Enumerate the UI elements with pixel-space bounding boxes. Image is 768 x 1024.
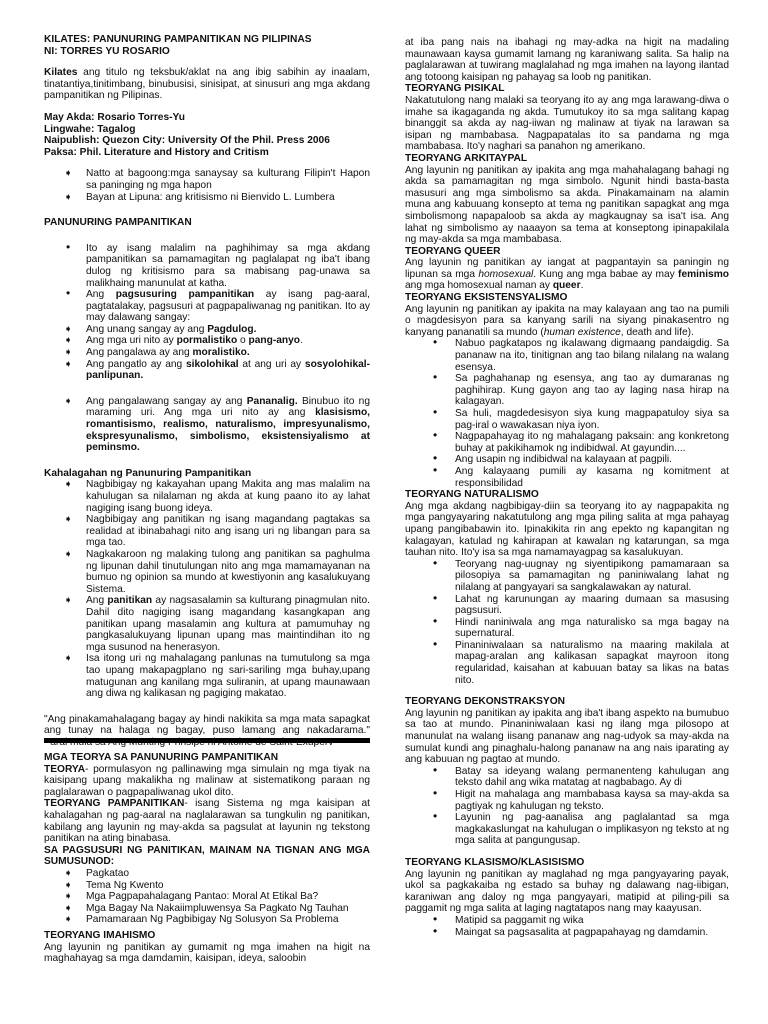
list-item: ➧ Natto at bagoong:mga sanaysay sa kulturang Filipin't Hapon sa paninging ng mga hapon bbox=[44, 168, 370, 191]
eksistensyalismo-paragraph: Ang layunin ng panitikan ay ipakita na may kalayaan ang tao na pumili o magdesisyon para sa kanyang sarili na siyang pinakasentro ng kanyang pananatili sa mundo (human existence, death and life). bbox=[405, 303, 729, 338]
heading-imahismo: TEORYANG IMAHISMO bbox=[44, 929, 156, 941]
imahismo-continued: at iba pang nais na ibahagi ng may-adka na higit na madaling maunawaan kaysa gumamit lamang ng karaniwang salita. Sa halip na paglalarawan at tuwirang maglalahad ng mga imahen na layong ilantad ang totoong kaisipan ng pahayag sa loob ng panitikan. bbox=[405, 37, 729, 83]
list-item: • Nabuo pagkatapos ng ikalawang digmaang pandaigdig. Sa pananaw na ito, tinitignan ang tao bilang nilalang na walang esensya. bbox=[405, 338, 729, 373]
arkitaypal-paragraph: Ang layunin ng panitikan ay ipakita ang mga mahahalagang bahagi ng akda sa pamamagitan ng mga simbolo. Ngunit hindi basta-basta masusuri ang mga simbolismo sa akda. Pinakamainam na alamin muna ang kabuuang konsepto at tema ng panitikan sapagkat ang mga simbolismong napapaloob sa akda ay magkaugnay sa isa't isa. Ang lahat ng simbolismo ay naaayon sa tema at konseptong ipinapakilala ng may-akda sa mga mambabasa. bbox=[405, 164, 729, 246]
list-item: ➧ Nagkakaroon ng malaking tulong ang panitikan sa paghulma ng lipunan dahil tinutulungan nito ang mga mamamayanan na bumuo ng opinion sa mundo at kwestiyonin ang kasalukuyang Sistema. bbox=[44, 549, 370, 595]
teorya-definition: TEORYA- pormulasyon ng pallinawing mga simulain ng mga tiyak na kaisipang upang makalikha ng malinaw at sistematikong paraan ng paglalarawan o pagpapaliwanag ukol dito. bbox=[44, 763, 370, 798]
list-item: ➧ Ang pangatlo ay ang sikolohikal at ang uri ay sosyolohikal-panlipunan. bbox=[44, 359, 370, 382]
heading-pagsusuri: SA PAGSUSURI NG PANITIKAN, MAINAM NA TIGNAN ANG MGA SUMUSUNOD: bbox=[44, 844, 370, 868]
heading-dekonstraksyon: TEORYANG DEKONSTRAKSYON bbox=[405, 696, 565, 708]
list-item: • Matipid sa paggamit ng wika bbox=[405, 915, 729, 927]
list-item: • Sa huli, magdedesisyon siya kung magpapatuloy siya sa pag-iral o wawakasan niya iyon. bbox=[405, 408, 729, 431]
kahalagahan-list bbox=[44, 479, 370, 699]
dekonstraksyon-paragraph: Ang layunin ng panitikan ay ipakita ang iba't ibang aspekto na bumubuo sa tao at mundo. Pinaniniwalaan kasi ng ilang mga pilosopo at manunulat na walang iisang pananaw ang nag-udyok sa may-akda na sumulat kundi ang pinaghalu-halong pananaw na ang nais iparating ay ang kabuuan ng pagtao at mundo. bbox=[405, 707, 729, 766]
heading-arkitaypal: TEORYANG ARKITAYPAL bbox=[405, 152, 528, 164]
heading-eksistensyalismo: TEORYANG EKSISTENSYALISMO bbox=[405, 292, 568, 304]
meta-subject: Paksa: Phil. Literature and History and Critism bbox=[44, 146, 269, 158]
list-item: ➧ Nagbibigay ng kakayahan upang Makita ang mas malalim na kahulugan sa nilalaman ng akda at kung paano ito ay lahat nagiging isang buong ideya. bbox=[44, 479, 370, 514]
list-item: • Hindi naniniwala ang mga naturalisko sa mga bagay na supernatural. bbox=[405, 617, 729, 640]
book-meta bbox=[44, 112, 370, 158]
teoryang-pampanitikan-definition: TEORYANG PAMPANITIKAN- isang Sistema ng mga kaisipan at kahalagahan ng pag-aaral na naglalarawan sa tungkulin ng panitikan, kabilang ang layunin ng may-akda sa pagsulat at layunin ng tekstong panitikan na ating binabasa. bbox=[44, 798, 370, 845]
queer-paragraph: Ang layunin ng panitikan ay iangat at pagpantayin sa paningin ng lipunan sa mga homosexual. Kung ang mga babae ay may feminismo ang mga homosexual naman ay queer. bbox=[405, 257, 729, 292]
heading-queer: TEORYANG QUEER bbox=[405, 245, 501, 257]
list-item: ➧ Pagkatao bbox=[44, 868, 370, 880]
list-item: • Ang usapin ng indibidwal na kalayaan at pagpili. bbox=[405, 454, 729, 466]
meta-author: May Akda: Rosario Torres-Yu bbox=[44, 111, 185, 123]
list-item: ➧ Pamamaraan Ng Pagbibigay Ng Solusyon Sa Problema bbox=[44, 914, 370, 926]
meta-language: Lingwahe: Tagalog bbox=[44, 123, 136, 135]
klasismo-paragraph: Ang layunin ng panitikan ay maglahad ng mga pangyayaring payak, ukol sa pagkakaiba ng estado sa buhay ng dalawang nag-iibigan, karaniwan ang daloy ng mga pangyayari, matipid at piling-pili sa paggamit ng mga salita at laging nagtatapos nang may kaayusan. bbox=[405, 868, 729, 915]
klasismo-list bbox=[405, 915, 729, 938]
imahismo-paragraph: Ang layunin ng panitikan ay gumamit ng mga imahen na higit na maghahayag sa mga damdamin, kaisipan, ideya, saloobin bbox=[44, 941, 370, 965]
heading-klasismo: TEORYANG KLASISMO/KLASISISMO bbox=[405, 856, 585, 868]
list-item: • Ang kalayaang pumili ay kasama ng komitment at responsibilidad bbox=[405, 466, 729, 489]
list-item: • Teoryang nag-uugnay ng siyentipikong pamamaraan sa pilosopiya sa pamamagitan ng paniniwalang lahat ng nilalang at pangyayari sa sangkalawakan ay natural. bbox=[405, 559, 729, 594]
list-item: ➧ Ang pangalawa ay ang moralistiko. bbox=[44, 347, 370, 359]
list-item: • Pinaniniwalaan sa naturalismo na maaring makilala at mapag-aralan ang kalikasan sapagkat mayroon itong regularidad, kaisahan at kabuuan batay sa likas na batas nito. bbox=[405, 640, 729, 686]
list-item: • Nagpapahayag ito ng mahalagang paksain: ang konkretong buhay at pakikihamok ng indibidwal. At gayundin.... bbox=[405, 431, 729, 454]
list-item: • Lahat ng karunungan ay maaring dumaan sa masusing pagsusuri. bbox=[405, 594, 729, 617]
dekonstraksyon-list bbox=[405, 766, 729, 847]
naturalismo-list bbox=[405, 559, 729, 687]
list-item: • Ang pagsusuring pampanitikan ay isang pag-aaral, pagtatalakay, pagsusuri at pagpapaliwanag ng panitikan. Ito ay may dalawang sangay: bbox=[44, 289, 370, 324]
list-item: • Higit na mahalaga ang mambabasa kaysa sa may-akda sa pagtiyak ng kahulugan ng teksto. bbox=[405, 789, 729, 812]
list-item: ➧ Ang unang sangay ay ang Pagdulog. bbox=[44, 324, 370, 336]
pisikal-paragraph: Nakatutulong nang malaki sa teoryang ito ay ang mga larawang-diwa o imahe sa ikagaganda ng akda. Tumutukoy ito sa mga salitang kapag binanggit sa akda ay nag-iiwan ng malinaw at tiyak na larawan sa isipan ng mambabasa. Nagpapatalas ito sa pandama ng mga mambabasa. Ito'y naghari sa panahon ng amerikano. bbox=[405, 94, 729, 153]
list-item: ➧ Mga Bagay Na Nakaiimpluwensya Sa Pagkato Ng Tauhan bbox=[44, 903, 370, 915]
definition-list bbox=[44, 243, 370, 324]
eksistensyalismo-list bbox=[405, 338, 729, 489]
pagsusuri-list bbox=[44, 868, 370, 926]
list-item: • Sa paghahanap ng esensya, ang tao ay dumaranas ng paghihirap. Kung gayon ang tao ay laging nasa hirap na kalagayan. bbox=[405, 373, 729, 408]
heading-mga-teorya: MGA TEORYA SA PANUNURING PAMPANITIKAN bbox=[44, 752, 279, 763]
list-item: ➧ Ang mga uri nito ay pormalistiko o pang-anyo. bbox=[44, 335, 370, 347]
list-item: ➧ Isa itong uri ng mahalagang panlunas na tumutulong sa mga tao upang makapagplano ng sari-sariling mga buhay,upang matugunan ang kanilang mga suliranin, at upang maunawaan ang diwa ng kalikasan ng pagiging makatao. bbox=[44, 653, 370, 699]
list-item: • Ito ay isang malalim na paghihimay sa mga akdang pampanitikan sa pamamagitan ng paglalapat ng iba't ibang dulog ng kritisismo para sa mabisang pag-unawa sa malikhaing manunulat at katha. bbox=[44, 243, 370, 289]
list-item: • Batay sa ideyang walang permanenteng kahulugan ang teksto dahil ang wika matatag at nagbabago. Ay di bbox=[405, 766, 729, 789]
list-item: ➧ Ang panitikan ay nagsasalamin sa kulturang pinagmulan nito. Dahil dito nagiging isang magandang kasangkapan ang panitikan upang masalamin ang kultura at pamumuhay ng pangkasalukuyang lipunan upang mas maintindihan ito ng mga susunod na henerasyon. bbox=[44, 595, 370, 653]
sangay-list bbox=[44, 324, 370, 454]
list-item: ➧ Ang pangalawang sangay ay ang Pananalig. Binubuo ito ng maraming uri. Ang mga uri nito ay ang klasisismo, romantisismo, realismo, naturalismo, impresyunalismo, ekspresyunalismo, simbolismo, eksistensiyalismo at peminsmo. bbox=[44, 396, 370, 454]
list-item: ➧ Nagbibigay ang panitikan ng isang magandang pagtakas sa realidad at ibinabahagi nito ang isang uri ng libangan para sa mga tao. bbox=[44, 514, 370, 549]
section-divider bbox=[44, 738, 370, 743]
list-item: ➧ Bayan at Lipuna: ang kritisismo ni Bienvido L. Lumbera bbox=[44, 192, 370, 204]
list-item: • Maingat sa pagsasalita at pagpapahayag ng damdamin. bbox=[405, 927, 729, 939]
document-title: KILATES: PANUNURING PAMPANITIKAN NG PILIPINAS bbox=[44, 34, 312, 45]
heading-panunuring: PANUNURING PAMPANITIKAN bbox=[44, 217, 192, 229]
intro-paragraph: Kilates ang titulo ng teksbuk/aklat na ang ibig sabihin ay inaalam, tinatantiya,tinitimbang, binubusisi, sinisipat, at sinusuri ang mga akdang pampanitikan ng Pilipinas. bbox=[44, 67, 370, 102]
works-list bbox=[44, 168, 370, 203]
heading-pisikal: TEORYANG PISIKAL bbox=[405, 83, 505, 95]
quote: "Ang pinakamahalagang bagay ay hindi nakikita sa mga mata sapagkat ang tunay na halaga ng bagay, puso lamang ang nakadarama." bbox=[44, 713, 370, 737]
document-author-line: NI: TORRES YU ROSARIO bbox=[44, 45, 170, 57]
list-item: • Layunin ng pag-aanalisa ang paglalantad sa mga magkakaslungat na kahulugan o implikasyon ng teksto at ng mga salita at pangungusap. bbox=[405, 812, 729, 847]
left-column-top bbox=[44, 34, 370, 748]
left-column-bottom bbox=[44, 752, 370, 965]
list-item: ➧ Tema Ng Kwento bbox=[44, 880, 370, 892]
heading-naturalismo: TEORYANG NATURALISMO bbox=[405, 489, 539, 501]
meta-publisher: Naipublish: Quezon City: University Of the Phil. Press 2006 bbox=[44, 135, 330, 147]
naturalismo-paragraph: Ang mga akdang nagbibigay-diin sa teoryang ito ay nagpapakita ng mga pangyayaring nakatutulong ang mga piling salita at mga pahayag upang pangibabawin ito. Ipinakikita rin ang epekto ng kapangitan ng kalagayan, katulad ng kahirapan at kawalan ng katarungan, sa mga tauhan nito. Ito'y isa sa mga namamayagpag sa kasalukuyan. bbox=[405, 500, 729, 559]
right-column bbox=[405, 37, 729, 938]
heading-kahalagahan: Kahalagahan ng Panunuring Pampanitikan bbox=[44, 467, 252, 479]
list-item: ➧ Mga Pagpapahalagang Pantao: Moral At Etikal Ba? bbox=[44, 891, 370, 903]
